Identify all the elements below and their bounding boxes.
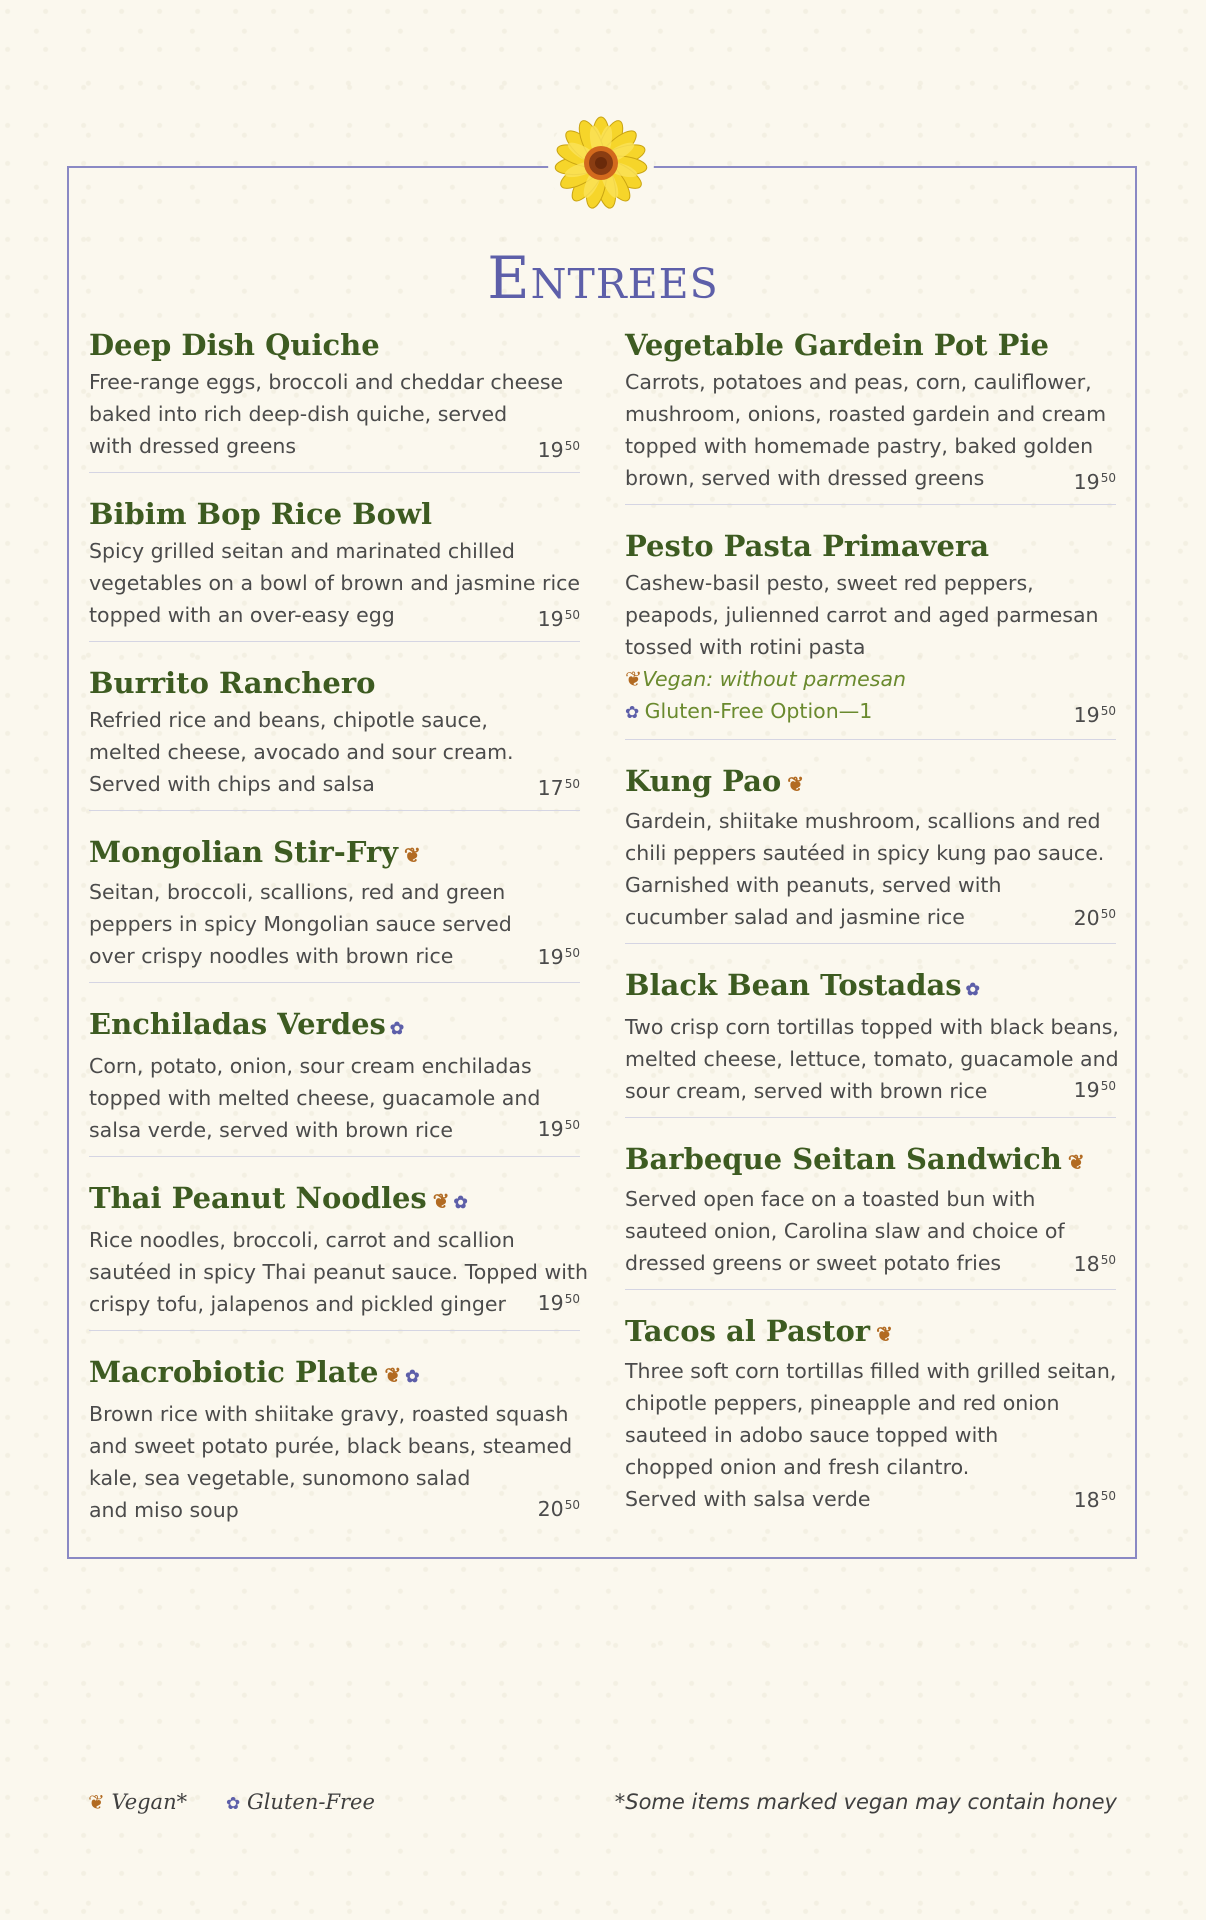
item-description (89, 1398, 580, 1526)
item-name (89, 663, 580, 703)
menu-item (625, 965, 1119, 1118)
description-line: cucumber salad and jasmine rice (625, 905, 965, 929)
description-line: crispy tofu, jalapenos and pickled ginger (89, 1292, 506, 1316)
description-line: over crispy noodles with brown rice (89, 944, 454, 968)
item-name-text: Black Bean Tostadas (625, 968, 962, 1002)
item-name (625, 761, 1116, 804)
item-price (538, 768, 580, 804)
menu-item (89, 1004, 580, 1157)
price-cents: 50 (564, 946, 580, 960)
price-dollars: 19 (1073, 1078, 1100, 1102)
item-name-text: Kung Pao (625, 764, 782, 798)
description-line: and sweet potato purée, black beans, steamed (89, 1434, 573, 1458)
description-line: Three soft corn tortillas filled with grilled seitan, (625, 1359, 1117, 1383)
description-line: Spicy grilled seitan and marinated chilled (89, 539, 515, 563)
item-description (625, 366, 1116, 494)
item-name (625, 325, 1116, 365)
item-name-text: Mongolian Stir-Fry (89, 835, 399, 869)
item-description (89, 704, 580, 800)
description-line: vegetables on a bowl of brown and jasmine rice (89, 571, 581, 595)
leaf-icon: ❦ (876, 1322, 893, 1346)
description-line: sauteed in adobo sauce topped with (625, 1423, 999, 1447)
item-name-text: Tacos al Pastor (625, 1314, 871, 1348)
sunflower-icon (548, 110, 654, 216)
price-dollars: 19 (1073, 703, 1100, 727)
description-line: salsa verde, served with brown rice (89, 1118, 453, 1142)
item-price (1074, 898, 1116, 934)
price-dollars: 20 (1073, 906, 1100, 930)
page-title: Entrees (487, 244, 719, 312)
menu-item (89, 1178, 588, 1331)
vegan-option-note (625, 663, 1116, 695)
price-dollars: 19 (537, 438, 564, 462)
legend-vegan-label: Vegan* (111, 1790, 188, 1814)
description-line: sautéed in spicy Thai peanut sauce. Topped with (89, 1260, 588, 1284)
item-name (89, 325, 580, 365)
item-name (625, 965, 1116, 1010)
item-price (1074, 1070, 1116, 1106)
description-line: Gardein, shiitake mushroom, scallions and red (625, 809, 1101, 833)
description-line: peapods, julienned carrot and aged parmesan (625, 603, 1099, 627)
price-cents: 50 (564, 777, 580, 791)
honey-note: *Some items marked vegan may contain honey (614, 1790, 1117, 1814)
menu-item (625, 761, 1116, 944)
flower-icon: ✿ (389, 1019, 405, 1039)
item-name-text: Enchiladas Verdes (89, 1007, 386, 1041)
price-dollars: 19 (537, 1291, 564, 1315)
item-description (89, 1050, 580, 1146)
legend-gluten-free-label: Gluten-Free (246, 1790, 375, 1814)
item-name (89, 832, 580, 875)
item-price (1074, 462, 1116, 498)
menu-item (89, 663, 580, 811)
item-price (1074, 695, 1116, 731)
item-price (538, 1109, 580, 1145)
description-line: sauteed onion, Carolina slaw and choice of (625, 1219, 1065, 1243)
flower-icon: ✿ (405, 1367, 420, 1387)
item-name-text: Barbeque Seitan Sandwich (625, 1142, 1062, 1176)
flower-icon: ✿ (625, 703, 645, 723)
menu-item (625, 1311, 1116, 1525)
menu-item (89, 1352, 580, 1536)
leaf-icon: ❦ (88, 1790, 105, 1814)
description-line: Refried rice and beans, chipotle sauce, (89, 708, 488, 732)
menu-item (89, 325, 580, 473)
vegan-option-text: Vegan: without parmesan (642, 667, 907, 691)
price-dollars: 17 (537, 776, 564, 800)
description-line: melted cheese, lettuce, tomato, guacamole and (625, 1047, 1119, 1071)
leaf-icon: ❦ (1067, 1150, 1085, 1174)
description-line: Served open face on a toasted bun with (625, 1187, 1036, 1211)
leaf-icon: ❦ (432, 1189, 450, 1213)
price-dollars: 19 (537, 607, 564, 631)
description-line: Free-range eggs, broccoli and cheddar cheese (89, 370, 564, 394)
description-line: Brown rice with shiitake gravy, roasted squash (89, 1402, 569, 1426)
item-price (538, 599, 580, 635)
description-line: and miso soup (89, 1498, 239, 1522)
left-column (89, 325, 588, 1557)
gluten-free-option-text: Gluten-Free Option—1 (644, 699, 873, 723)
item-name-text: Vegetable Gardein Pot Pie (625, 328, 1049, 362)
flower-icon: ✿ (965, 980, 980, 1000)
description-line: Garnished with peanuts, served with (625, 873, 1002, 897)
price-cents: 50 (1100, 704, 1116, 718)
legend-gluten-free (226, 1787, 375, 1819)
description-line: sour cream, served with brown rice (625, 1079, 988, 1103)
item-description (625, 567, 1116, 729)
legend-vegan (88, 1787, 187, 1817)
item-name-text: Thai Peanut Noodles (89, 1181, 427, 1215)
price-dollars: 19 (1073, 470, 1100, 494)
description-line: topped with melted cheese, guacamole and (89, 1086, 541, 1110)
item-description (625, 1183, 1116, 1279)
item-name-text: Bibim Bop Rice Bowl (89, 497, 432, 531)
price-dollars: 18 (1073, 1488, 1100, 1512)
menu-item (625, 325, 1116, 505)
item-name-text: Deep Dish Quiche (89, 328, 380, 362)
price-cents: 50 (564, 1498, 580, 1512)
item-name-text: Macrobiotic Plate (89, 1355, 379, 1389)
flower-icon: ✿ (453, 1193, 468, 1213)
menu-item (89, 494, 580, 642)
description-line: dressed greens or sweet potato fries (625, 1251, 1002, 1275)
price-dollars: 20 (537, 1497, 564, 1521)
leaf-icon: ❦ (384, 1363, 402, 1387)
item-description (89, 535, 580, 631)
description-line: chopped onion and fresh cilantro. (625, 1455, 970, 1479)
price-cents: 50 (564, 608, 580, 622)
price-dollars: 19 (537, 1117, 564, 1141)
description-line: Served with chips and salsa (89, 772, 375, 796)
item-price (538, 430, 580, 466)
item-price (1074, 1480, 1116, 1516)
price-cents: 50 (564, 1292, 580, 1306)
description-line: peppers in spicy Mongolian sauce served (89, 912, 512, 936)
menu-item (89, 832, 580, 983)
item-name (625, 526, 1116, 566)
item-name (625, 1139, 1116, 1182)
description-line: chili peppers sautéed in spicy kung pao sauce. (625, 841, 1105, 865)
description-line: topped with homemade pastry, baked golden (625, 434, 1094, 458)
description-line: Cashew-basil pesto, sweet red peppers, (625, 571, 1034, 595)
description-line: Rice noodles, broccoli, carrot and scallion (89, 1228, 515, 1252)
item-name-text: Burrito Ranchero (89, 666, 376, 700)
item-description (89, 366, 580, 462)
item-price (538, 1489, 580, 1525)
item-price (1074, 1244, 1116, 1280)
item-name-text: Pesto Pasta Primavera (625, 529, 990, 563)
gluten-free-option-note (625, 695, 1116, 729)
price-cents: 50 (1100, 907, 1116, 921)
item-description (625, 1011, 1119, 1107)
legend-note (615, 1787, 1117, 1817)
description-line: Carrots, potatoes and peas, corn, cauliflower, (625, 370, 1092, 394)
description-line: with dressed greens (89, 434, 297, 458)
description-line: tossed with rotini pasta (625, 635, 866, 659)
price-cents: 50 (1100, 1489, 1116, 1503)
description-line: brown, served with dressed greens (625, 466, 985, 490)
description-line: baked into rich deep-dish quiche, served (89, 402, 508, 426)
right-column (625, 325, 1119, 1546)
description-line: Corn, potato, onion, sour cream enchiladas (89, 1054, 532, 1078)
flower-icon: ✿ (226, 1794, 241, 1814)
price-cents: 50 (1100, 1253, 1116, 1267)
item-description (625, 805, 1116, 933)
item-name (625, 1311, 1116, 1354)
leaf-icon: ❦ (787, 772, 805, 796)
price-cents: 50 (564, 1118, 580, 1132)
leaf-icon: ❦ (404, 843, 421, 867)
item-name (89, 1352, 580, 1397)
description-line: melted cheese, avocado and sour cream. (89, 740, 514, 764)
price-cents: 50 (1100, 1079, 1116, 1093)
leaf-icon: ❦ (625, 667, 643, 691)
item-price (538, 1283, 580, 1319)
item-price (538, 937, 580, 973)
price-dollars: 19 (537, 945, 564, 969)
description-line: kale, sea vegetable, sunomono salad (89, 1466, 471, 1490)
description-line: mushroom, onions, roasted gardein and cream (625, 402, 1107, 426)
item-name (89, 494, 580, 534)
price-cents: 50 (564, 439, 580, 453)
price-cents: 50 (1100, 471, 1116, 485)
item-description (89, 876, 580, 972)
menu-item (625, 526, 1116, 740)
description-line: topped with an over-easy egg (89, 603, 395, 627)
description-line: Served with salsa verde (625, 1487, 871, 1511)
menu-item (625, 1139, 1116, 1290)
description-line: chipotle peppers, pineapple and red onion (625, 1391, 1060, 1415)
item-description (89, 1224, 588, 1320)
item-description (625, 1355, 1116, 1515)
price-dollars: 18 (1073, 1252, 1100, 1276)
item-name (89, 1004, 580, 1049)
description-line: Seitan, broccoli, scallions, red and green (89, 880, 506, 904)
item-name (89, 1178, 580, 1223)
description-line: Two crisp corn tortillas topped with black beans, (625, 1015, 1119, 1039)
